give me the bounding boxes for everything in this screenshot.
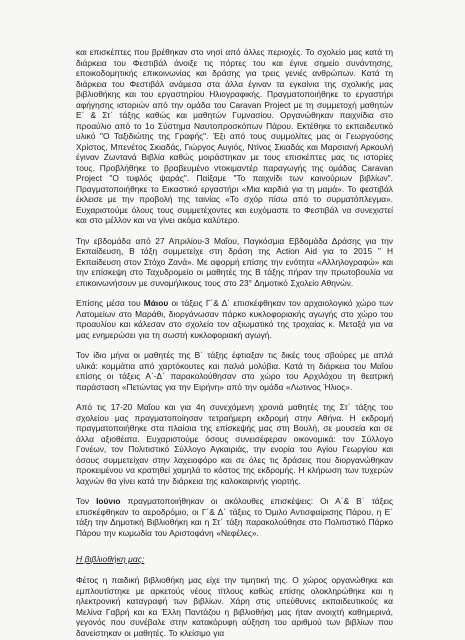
paragraph-athens-trip: Από τις 17-20 Μαΐου και για 4η συνεχόμενη χρονιά μαθητές της Στ΄ τάξης του σχολείου μας πραγματοποίησαν τετραήμερη εκδρομή στην Αθήνα. Η εκδρομή πραγματοποιήθηκε στα πλαίσια της επίσκεψής μας στη Βουλή, σε μουσεία και σε άλλα αξιοθέατα. Ευχαριστούμε όσους συνεισέφεραν οικονομικά: τον Σύλλογο Γονέων, τον Πολιτιστικό Σύλλογο Αγκαιριάς, την ενορία του Αγίου Γεωργίου και όσους συμμετείχαν στην λαχειοφόρο και σε όλες τις δράσεις που διοργανώθηκαν προκειμένου να κρατηθεί χαμηλά το κόστος της εκδρομής. Η κλήρωση των τυχερών λαχνών θα γίνει κατά την διάρκεια της καλοκαιρινής γιορτής. [76, 402, 393, 486]
may-rest: οι τάξεις Γ΄& Δ΄ επισκέφθηκαν τον αρχαιολογικό χώρο των Λατομείων στο Μαράθι, διοργάνωσαν πάρκο κυκλοφοριακής αγωγής στο χώρο του προαυλίου και κάλεσαν στο σχολείο τον αξιωματικό της τροχαίας κ. Μεταξά για να μας ενημερώσει για τη σωστή κυκλοφοριακή αγωγή. [76, 298, 393, 340]
june-month: Ιούνιο [96, 496, 121, 506]
paragraph-may-visits [76, 298, 393, 340]
may-lead: Επίσης μέσα του [76, 298, 141, 308]
may-month: Μάιου [143, 298, 169, 308]
library-heading: Η βιβλιοθήκη μας: [76, 554, 145, 564]
paragraph-festival: και επισκέπτες που βρέθηκαν στο νησί από άλλες περιοχές. Το σχολείο μας κατά τη διάρκεια του Φεστιβάλ άνοιξε τις πόρτες του και έγινε σημείο συνάντησης, εποικοδομητικής επικοινωνίας και δράσης για τρεις γενιές ανθρώπων. Κατά τη διάρκεια του Φεστιβάλ ανάμεσα στα άλλα έγιναν τα εγκαίνια της σχολικής μας βιβλιοθήκης και του εργαστηρίου Ηλιογραφικής. Πραγματοποιήθηκε το εργαστήρι αφήγησης ιστοριών από την ομάδα του Caravan Project με τη συμμετοχή μαθητών Ε΄ & Στ΄ τάξης καθώς και μαθητών Γυμνασίου. Οργανώθηκαν παιχνίδια στο προαύλιο από το 1ο Σύστημα Ναυτοπροσκόπων Πάρου. Εκτέθηκε το εκπαιδευτικό υλικό "Ο Ταξιδιώτης της Γραφής". Έξι από τους συμμολίτες μας οι Γεωργούσης Χρίστος, Μπενέτος Σκιαδάς, Γιώργος Αυγιός, Ντίνος Σκιαδάς και Μαρσιανή Αρκουλή έγιναν Ζωντανά Βιβλία καθώς μοιράστηκαν με τους επισκέπτες μας τις ιστορίες τους. Προβλήθηκε το βραβευμένο ντοκιμαντέρ παραγωγής της ομάδας Caravan Project "Ο τυφλός ψαράς". Παίξαμε "Το παιχνίδι των καινούριων βιβλίων". Πραγματοποιήθηκε το Εικαστικό εργαστήρι «Μια καρδιά για τη μαμά». Το φεστιβάλ έκλεισε με την προβολή της ταινίας «Το σχόρ πίσω από το συρματόπλεγμα». Ευχαριστούμε όλους τους συμμετέχοντες και ευχόμαστε το Φεστιβάλ να συνεχιστεί και στο μέλλον και να γίνει ακόμα καλύτερο. [76, 47, 393, 225]
paragraph-action-week: Την εβδομάδα από 27 Απριλίου-3 Μαΐου, Παγκόσμια Εβδομάδα Δράσης για την Εκπαίδευση, Β τάξη συμμετείχε στη δράση της Action Aid για το 2015 " Η Εκπαίδευση στον Στόχο Ζανά». Με αφορμή επίσης την ενότητα «Αλληλογραφώ» και την επίσκεψη στο Ταχυδρομείο οι μαθητές της Β τάξης πήραν την πρωτοβουλία να επικοινωνήσουν με συνομήλικους τους στο 23° Δημοτικό Σχολείο Αθηνών. [76, 235, 393, 288]
paragraph-library: Φέτος η παιδική βιβλιοθήκη μας είχε την τιμητική της. Ο χώρος οργανώθηκε και εμπλουτίστηκε με αρκετούς νέους τίτλους καθώς επίσης ολοκληρώθηκε και η ηλεκτρονική καταγραφή των βιβλίων. Χάρη στις υπεύθυνες εκπαιδευτικούς κα Μελίνα Γαβρή και κα Έλλη Παντάζου η βιβλιοθήκη μας ήταν ανοιχτή καθημερινά, γεγονός που συνέβαλε στην κατακόρυφη αύξηση του αριθμού των βιβλίων που δανείστηκαν οι μαθητές. Το κλείσιμο για [76, 575, 393, 638]
june-rest: πραγματοποιήθηκαν οι ακόλουθες επισκέψεις: Οι Α΄& Β΄ τάξεις επισκέφθηκαν το αεροδρόμιο, οι Γ΄& Δ΄ τάξεις το Όμιλο Αντισφαίρισης Πάρου, η Ε΄ τάξη την Δημοτική Βιβλιοθήκη και η Στ΄ τάξη παρακολούθησε στο Πολιτιστικό Πάρκο Πάρου την κωμωδία του Αριστοφάνη «Νεφέλες». [76, 496, 393, 538]
paragraph-june-visits [76, 496, 393, 538]
paragraph-b-class: Τον ίδιο μήνα οι μαθητές της Β΄ τάξης έφτιαξαν τις δικές τους σβούρες με απλά υλικά: κομμάτια από χαρτόκουτες και παλιά μολύβια. Κατά τη διάρκεια του Μαΐου επίσης οι τάξεις Α΄-Δ΄ παρακολούθησαν στο χώρο του Αρχιλόχου τη θεατρική παράσταση «Πετώντας για την Ειρήνη» από την ομάδα «Λωτινος Ήλιος». [76, 350, 393, 392]
june-lead: Τον [76, 496, 90, 506]
